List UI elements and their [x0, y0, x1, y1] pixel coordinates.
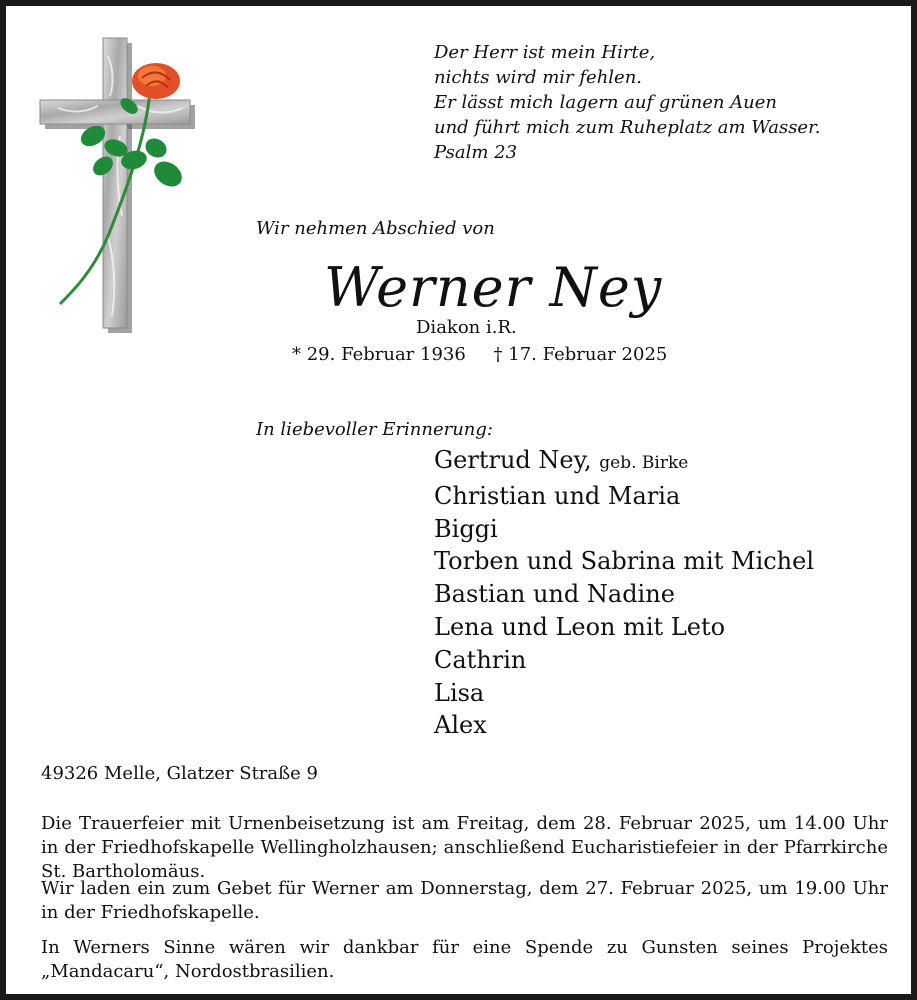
- mourner-item: Cathrin: [434, 645, 527, 674]
- deceased-title: Diakon i.R.: [416, 317, 517, 338]
- deceased-name: Werner Ney: [324, 256, 663, 319]
- psalm-line: und führt mich zum Ruheplatz am Wasser.: [434, 117, 821, 138]
- mourner-item: Alex: [434, 711, 487, 740]
- life-dates: [292, 344, 689, 365]
- mourner-item: [434, 444, 814, 480]
- mourner-item: Bastian und Nadine: [434, 580, 675, 609]
- prayer-notice: Wir laden ein zum Gebet für Werner am Donnerstag, dem 27. Februar 2025, um 19.00 Uhr in der Friedhofskapelle.: [41, 878, 888, 923]
- psalm-line: Der Herr ist mein Hirte,: [434, 42, 656, 63]
- birth-date: * 29. Februar 1936: [292, 344, 466, 365]
- farewell-text: Wir nehmen Abschied von: [256, 218, 495, 239]
- donation-notice: In Werners Sinne wären wir dankbar für eine Spende zu Gunsten seines Projektes „Mandacaru“, Nordostbrasilien.: [41, 937, 888, 982]
- psalm-line: Er lässt mich lagern auf grünen Auen: [434, 92, 778, 113]
- psalm-reference: Psalm 23: [434, 142, 518, 163]
- mourner-item: Torben und Sabrina mit Michel: [434, 547, 815, 576]
- mourner-item: Biggi: [434, 514, 498, 543]
- psalm-verse: [434, 40, 820, 165]
- funeral-notice: Die Trauerfeier mit Urnenbeisetzung ist am Freitag, dem 28. Februar 2025, um 14.00 Uhr in der Friedhofskapelle Wellingholzhausen; anschließend Eucharistiefeier in der Pfarrkirche St. Bartholomäus.: [41, 813, 888, 882]
- memory-text: In liebevoller Erinnerung:: [256, 419, 493, 440]
- psalm-line: nichts wird mir fehlen.: [434, 67, 643, 88]
- mourners-list: [434, 444, 814, 742]
- mourner-item: Lena und Leon mit Leto: [434, 612, 726, 641]
- mourner-item: Lisa: [434, 678, 485, 707]
- mourner-name: Gertrud Ney,: [434, 446, 592, 474]
- family-address: 49326 Melle, Glatzer Straße 9: [41, 763, 318, 784]
- mourner-birth-name: geb. Birke: [599, 453, 689, 473]
- death-date: † 17. Februar 2025: [493, 344, 668, 365]
- mourner-item: Christian und Maria: [434, 481, 681, 510]
- cross-with-rose-icon: [38, 36, 198, 336]
